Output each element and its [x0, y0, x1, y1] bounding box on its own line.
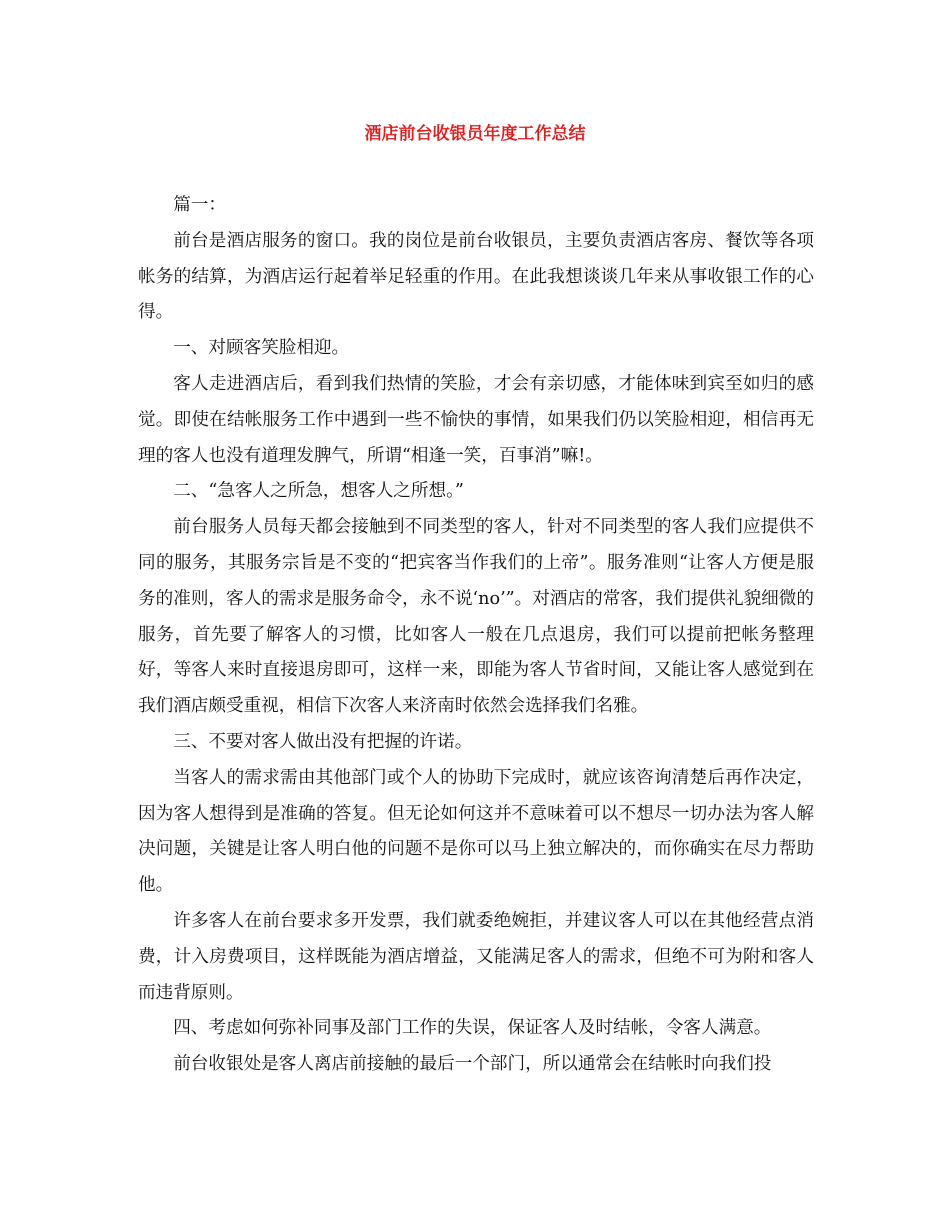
heading-point-4: 四、考虑如何弥补同事及部门工作的失误，保证客人及时结帐，令客人满意。	[173, 1018, 772, 1039]
paragraph-point-3b: 许多客人在前台要求多开发票，我们就委绝婉拒，并建议客人可以在其他经营点消费，计入房费项目，这样既能为酒店增益，又能满足客人的需求，但绝不可为附和客人而违背原则。	[138, 910, 814, 1003]
heading-point-2: 二、“急客人之所急，想客人之所想。”	[173, 481, 464, 502]
paragraph-point-2: 前台服务人员每天都会接触到不同类型的客人，针对不同类型的客人我们应提供不同的服务，其服务宗旨是不变的“把宾客当作我们的上帝”。服务准则“让客人方便是服务的准则，客人的需求是服务命令，永不说‘no’”。对酒店的常客，我们提供礼貌细微的服务，首先要了解客人的习惯，比如客人一般在几点退房，我们可以提前把帐务整理好，等客人来时直接退房即可，这样一来，即能为客人节省时间，又能让客人感觉到在我们酒店颇受重视，相信下次客人来济南时依然会选择我们名雅。	[138, 517, 814, 717]
paragraph-intro: 前台是酒店服务的窗口。我的岗位是前台收银员，主要负责酒店客房、餐饮等各项帐务的结算，为酒店运行起着举足轻重的作用。在此我想谈谈几年来从事收银工作的心得。	[138, 230, 814, 323]
document-body	[138, 188, 814, 1083]
heading-point-1: 一、对顾客笑脸相迎。	[173, 338, 350, 359]
paragraph-section-label: 篇一：	[173, 195, 226, 215]
paragraph-point-1: 客人走进酒店后，看到我们热情的笑脸，才会有亲切感，才能体味到宾至如归的感觉。即使在结帐服务工作中遇到一些不愉快的事情，如果我们仍以笑脸相迎，相信再无理的客人也没有道理发脾气，所谓“相逢一笑，百事消”嘛!。	[138, 373, 814, 466]
heading-point-3: 三、不要对客人做出没有把握的许诺。	[173, 731, 473, 752]
document-title: 酒店前台收银员年度工作总结	[364, 124, 586, 144]
paragraph-point-3a: 当客人的需求需由其他部门或个人的协助下完成时，就应该咨询清楚后再作决定，因为客人想得到是准确的答复。但无论如何这并不意味着可以不想尽一切办法为客人解决问题，关键是让客人明白他的问题不是你可以马上独立解决的，而你确实在尽力帮助他。	[138, 767, 814, 896]
paragraph-point-4: 前台收银处是客人离店前接触的最后一个部门，所以通常会在结帐时向我们投	[173, 1054, 772, 1075]
